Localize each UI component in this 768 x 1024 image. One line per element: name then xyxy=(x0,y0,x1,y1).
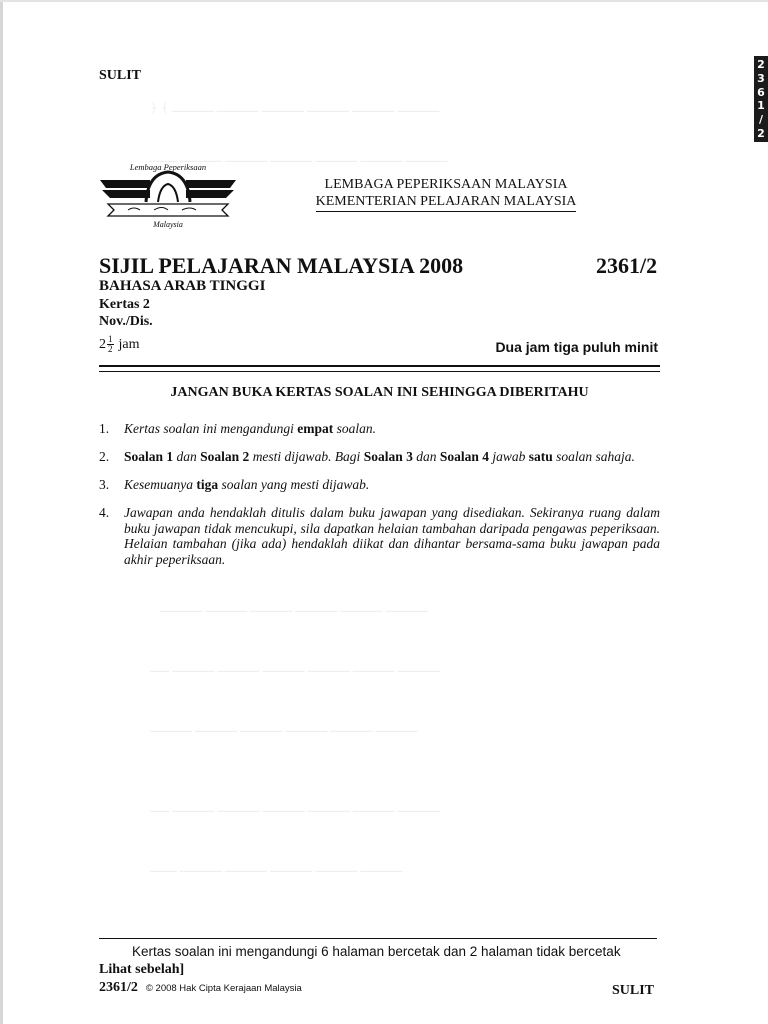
page-count-note: Kertas soalan ini mengandungi 6 halaman bercetak dan 2 halaman tidak bercetak xyxy=(132,944,621,959)
instruction-item xyxy=(99,505,660,567)
logo-bottom-text: Malaysia xyxy=(153,220,183,229)
copyright-notice: © 2008 Hak Cipta Kerajaan Malaysia xyxy=(145,983,302,994)
side-tab-char: 2 xyxy=(757,126,765,140)
instructions-list xyxy=(99,421,660,579)
fraction-denominator: 2 xyxy=(108,344,113,354)
classification-header: SULIT xyxy=(99,68,142,83)
duration-unit: jam xyxy=(118,336,140,352)
paper-code-side-tab xyxy=(754,56,768,142)
show-through-text: ﴿ ﴾ ـــــــــــ ـــــــــــ ـــــــــــ ـــــــــــ ـــــــــــ ـــــــــــ xyxy=(150,100,440,115)
exam-duration xyxy=(99,335,140,354)
page-edge-shadow xyxy=(0,0,3,1024)
board-name-line2: KEMENTERIAN PELAJARAN MALAYSIA xyxy=(316,193,577,212)
page-top-shadow xyxy=(0,0,768,2)
footer-rule xyxy=(99,938,657,939)
see-over-note: Lihat sebelah] xyxy=(99,962,185,977)
examination-board-logo xyxy=(98,158,238,230)
board-name-line1: LEMBAGA PEPERIKSAAN MALAYSIA xyxy=(324,177,568,192)
instruction-item xyxy=(99,421,660,437)
instruction-number: 1. xyxy=(99,421,110,436)
side-tab-char: 3 xyxy=(757,71,765,85)
instruction-text: Jawapan anda hendaklah ditulis dalam buku jawapan yang disediakan. Sekiranya ruang dalam buku jawapan tidak mencukupi, sila dapatkan helaian tambahan daripada pengawas peperiksaan. Helaian tambahan (jika ada) hendaklah diikat dan dihantar bersama-sama buku jawapan pada akhir peperiksaan. xyxy=(124,505,660,567)
side-tab-char: 1 xyxy=(757,99,765,113)
exam-code: 2361/2 xyxy=(596,253,658,278)
instruction-item xyxy=(99,477,660,493)
show-through-text: ـــــــــــ ـــــــــــ ـــــــــــ ـــــــــــ ـــــــــــ ـــــــ xyxy=(150,860,403,875)
board-names xyxy=(296,176,596,212)
duration-fraction xyxy=(107,335,114,354)
instruction-text: Kertas soalan ini mengandungi empat soalan. xyxy=(124,421,377,436)
instruction-text: Kesemuanya tiga soalan yang mesti dijawab. xyxy=(124,477,370,492)
side-tab-char: / xyxy=(758,112,764,126)
show-through-text: ـــــــــــ ـــــــــــ ـــــــــــ ـــــــــــ ـــــــــــ ـــــــــــ xyxy=(160,600,428,615)
instruction-number: 4. xyxy=(99,505,110,520)
classification-footer: SULIT xyxy=(612,983,655,998)
footer-exam-code xyxy=(99,980,302,996)
instruction-number: 2. xyxy=(99,449,110,464)
header-double-rule xyxy=(99,365,660,372)
show-through-text: ـــــــــــ ـــــــــــ ـــــــــــ ـــــــــــ ـــــــــــ ـــــــــــ xyxy=(150,720,418,735)
do-not-open-warning: JANGAN BUKA KERTAS SOALAN INI SEHINGGA DIBERITAHU xyxy=(170,385,589,400)
duration-whole: 2 xyxy=(99,336,106,352)
show-through-text: ـــــــــــ ـــــــــــ ـــــــــــ ـــــــــــ ـــــــــــ ـــــــــــ ـــــ xyxy=(150,800,440,815)
side-tab-char: 6 xyxy=(757,85,765,99)
fraction-numerator: 1 xyxy=(108,334,113,344)
duration-in-words: Dua jam tiga puluh minit xyxy=(495,339,658,355)
instruction-text: Soalan 1 dan Soalan 2 mesti dijawab. Bagi Soalan 3 dan Soalan 4 jawab satu soalan sahaja. xyxy=(124,449,635,464)
side-tab-char: 2 xyxy=(757,58,765,72)
exam-title: SIJIL PELAJARAN MALAYSIA 2008 xyxy=(99,253,464,278)
footer-code-text: 2361/2 xyxy=(99,980,138,995)
instruction-number: 3. xyxy=(99,477,110,492)
show-through-text: ـــــــــــ ـــــــــــ ـــــــــــ ـــــــــــ ـــــــــــ ـــــــــــ ـــــ xyxy=(150,660,440,675)
instruction-item xyxy=(99,449,660,465)
logo-arc-text: Lembaga Peperiksaan xyxy=(129,162,207,172)
exam-subject: BAHASA ARAB TINGGI xyxy=(99,278,266,294)
show-through-text: ـــــــــــ ـــــــــــ ـــــــــــ ـــــــــــ ـــــــــــ ـــــــــــ ـــــــ xyxy=(150,150,448,165)
exam-paper: Kertas 2 xyxy=(99,297,150,312)
exam-session: Nov./Dis. xyxy=(99,314,153,329)
